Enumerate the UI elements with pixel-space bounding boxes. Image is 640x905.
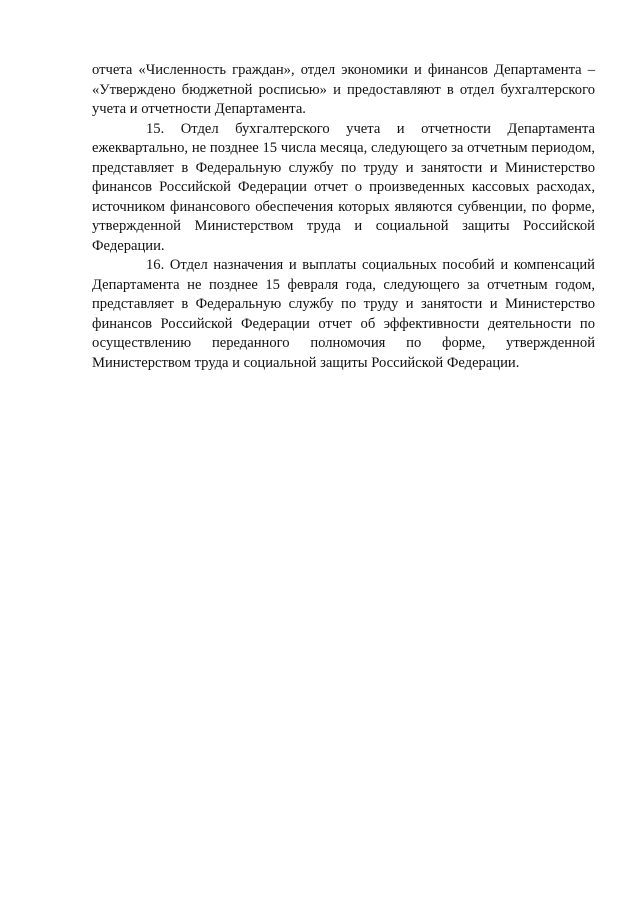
paragraph-16: 16. Отдел назначения и выплаты социальных пособий и компенсаций Департамента не позднее 15 февраля года, следующего за отчетным годом, представляет в Федеральную службу по труду и занятости и Министерство финансов Российской Федерации отчет об эффективности деятельности по осуществлению переданного полномочия по форме, утвержденной Министерством труда и социальной защиты Российской Федерации. xyxy=(92,257,595,371)
paragraph-continuation: отчета «Численность граждан», отдел экономики и финансов Департамента – «Утверждено бюджетной росписью» и предоставляют в отдел бухгалтерского учета и отчетности Департамента. xyxy=(92,62,595,117)
document-body xyxy=(92,61,595,373)
paragraph-15: 15. Отдел бухгалтерского учета и отчетности Департамента ежеквартально, не позднее 15 числа месяца, следующего за отчетным периодом, представляет в Федеральную службу по труду и занятости и Министерство финансов Российской Федерации отчет о произведенных кассовых расходах, источником финансового обеспечения которых являются субвенции, по форме, утвержденной Министерством труда и социальной защиты Российской Федерации. xyxy=(92,120,595,254)
